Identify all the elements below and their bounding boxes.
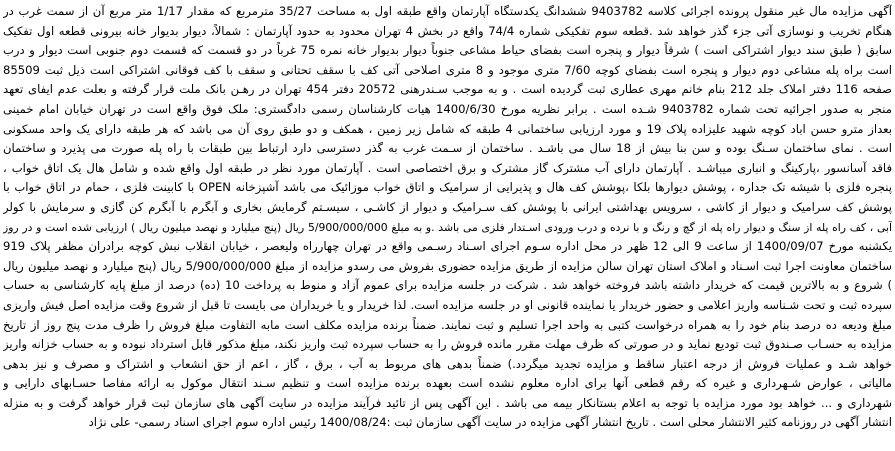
notice-line-3: سابق ( طبق سند دیوار اشتراکی است ) شرقاً دیوار و پنجره است بفضای حیاط مشاعی جنوباً دیوار بدیوار خانه نمره 75 غرباً در دو قسمت که قسمت دوم جنوبی است دیوار و درب (3, 43, 892, 58)
notice-line-16: سپرده ثبت و تحت شـناسه واریز اعلامی و حضور خریدار یا نماینده قانونی او در جلسه مزایده است. لذا خریدار و یا خریداران می بایست تا قبل از شروع وقت مزایده اصل فیش واریزی (3, 297, 892, 312)
notice-line-15: ) شروع و به بالاترین قیمت که خریدار داشته باشد فروخته خواهد شد . شرکت در جلسه مزایده برای عموم آزاد و منوط به پرداخت 10 (ده) درصد از مبلغ پایه کارشناسی به حساب (3, 278, 892, 293)
notice-line-2: هنگام تخریب و نوسازی آتی جزء گذر خواهد شد .قطعه سوم تفکیکی شماره 74/4 واقع در بخش 4 تهران محدود به حدود آپارتمان : شمالاً، دیوار بدیوار خانه بیرونی قطعه اول تفکیک (3, 23, 892, 38)
notice-line-20: مالیاتی ، عوارض شـهرداری و غیره که رقم قطعی آنها برای اداره معلوم نشده است بعهده برنده مزایده است و تنظیم سـند انتقال موکول به ارائه مفاصا حسـابهای دارایی و (3, 376, 892, 391)
notice-line-17: مبلغ ودیعه ده درصد بنام خود را به همراه درخواست کتبی به واحد اجرا تسلیم و ثبت نمایند. ضمناً برنده مزایده مکلف است مابه التفاوت مبلغ فروش را ظرف مدت پنج روز از تاریخ (3, 317, 892, 332)
notice-line-7: بعداز مترو حسن اباد کوچه شهید علیزاده پلاک 19 و مورد ارزیابی ساختمانی 4 طبقه که شامل زیر زمین ، همکف و دو طبق روی آن می باشد که هر طبقه دارای یک واحد مسکونی (3, 121, 892, 136)
notice-line-18: مزایده به حسـاب صـندوق ثبت تودیع نماید و در صورتی که ظرف مهلت مقرر مانده فروش را به حساب سپرده ثبت واریز نکند، مبلغ مذکور قابل استرداد نبوده و به حساب خزانه واریز (3, 337, 892, 352)
notice-line-10: پنجره فلزی با شیشه تک جداره ، پوشش دیوارها بلکا ،پوشش کف هال و پذیرایی از سرامیک و اتاق خواب موزائیک می باشد آشپزخانه OPEN با کابینت فلزی ، حمام در اتاق خواب با (3, 180, 892, 195)
notice-line-19: خواهد شـد و عملیات فروش از درجه اعتبار ساقط و مزایده تجدید میگردد.) ضمناً بدهی های مربوط به آب ، برق ، گاز ، اعم از حق انشعاب و اشتراک و مصرف و نیز بدهی (3, 356, 892, 371)
notice-line-9: فاقد آسانسور ،پارکینگ و انباری میباشـد . آپارتمان دارای آب مشترک گاز مشترک و برق اختصاصی است . آپارتمان مورد نظر در طبقه اول واقع شده و شامل هال یک اتاق خواب ، (3, 160, 892, 175)
notice-line-1: آگهی مزایده مال غیر منقول پرونده اجرائی کلاسه 9403782 ششدانگ یکدستگاه آپارتمان واقع طبقه اول به مساحت 35/27 مترمربع که مقدار 1/17 متر مربع آن از سمت غرب در (3, 4, 892, 18)
notice-line-6: منجر به صدور اجرائیه تحت شماره 9403782 شـده است . برابر نظریه مورخ 1400/6/30 هیات کارشناسان رسمی دادگستری: ملک فوق واقع است در تهران خیابان امام خمینی (3, 101, 892, 116)
notice-line-8: است . نمای ساختمان سـنگ بوده و سن بنا بیش از 18 سال می باشـد . ساختمان از سـمت غرب به گذر دسترسی دارد ارتباط بین طبقات با راه پله صورت می پذیرد و ساختمان (3, 141, 892, 156)
notice-line-13: یکشنبه مورخ 1400/09/07 از ساعت 9 الی 12 ظهر در محل اداره سـوم اجرای اسـناد رسـمی واقع در تهران چهارراه ولیعصر ، خیابان انقلاب نبش کوچه برادران مظفر پلاک 919 (3, 239, 892, 254)
notice-line-12: آبی ، کف راه پله از سنگ و دیوار راه پله از گچ و رنگ و با نرده و درب ورودی اسـتدار فلزی می باشد .و به مبلغ 5/900/000/000 ریال (پنج میلیارد و نهصد میلیون ریال ) ارزیابی شده است و در روز (3, 220, 892, 234)
notice-line-21: شهرداری و ... خواهد بود مورد مزایده با توجه به اعلام بستانکار بیمه می باشد . این آگهی پس از تائید فرآیند مزایده در سایت آگهی های سازمان ثبت قرار خواهد گرفت و به منزله (3, 395, 892, 410)
notice-line-11: پوشش کف سرامیک و دیوار از کاشی ، سرویس بهداشتی ایرانی با پوشش کف سـرامیک و دیوار از کاشـی ، سیسـتم گرمایش بخاری و آبگرم با آبگرم کن گازی و سرمایش با کولر (3, 199, 892, 214)
notice-line-4: است براه پله مشاعی دوم دیوار و پنجره است بفضای کوچه 7/60 متری موجود و 8 متری اصلاحی آتی کف با سقف تحتانی و سقف با کف فوقانی اشتراکی است ذیل ثبت 85509 (3, 62, 892, 77)
notice-line-22: انتشار آگهی در روزنامه کثیر الانتشار محلی است . تاریخ انتشار آگهی مزایده در سایت آگهی سازمان ثبت :1400/08/24 رئیس اداره سوم اجرای اسناد رسمی- علی نژاد (88, 415, 892, 430)
notice-line-14: ساختمان معاونت اجرا ثبت اسـناد و املاک استان تهران سالن مزایده از طریق مزایده حضوری بفروش می رسدو مزایده از مبلغ 5/900/000/000 ریال (پنج میلیارد و نهصد میلیون ریال (3, 258, 892, 273)
notice-line-5: صفحه 116 دفتر املاک جلد 212 بنام خانم مهری عطاری ثبت گردیده است . و به موجب سـندرهنی 20572 دفتر 454 تهران در رهـن بانک ملت قرار گرفته و بعلت عدم ایفای تعهد (3, 82, 892, 97)
